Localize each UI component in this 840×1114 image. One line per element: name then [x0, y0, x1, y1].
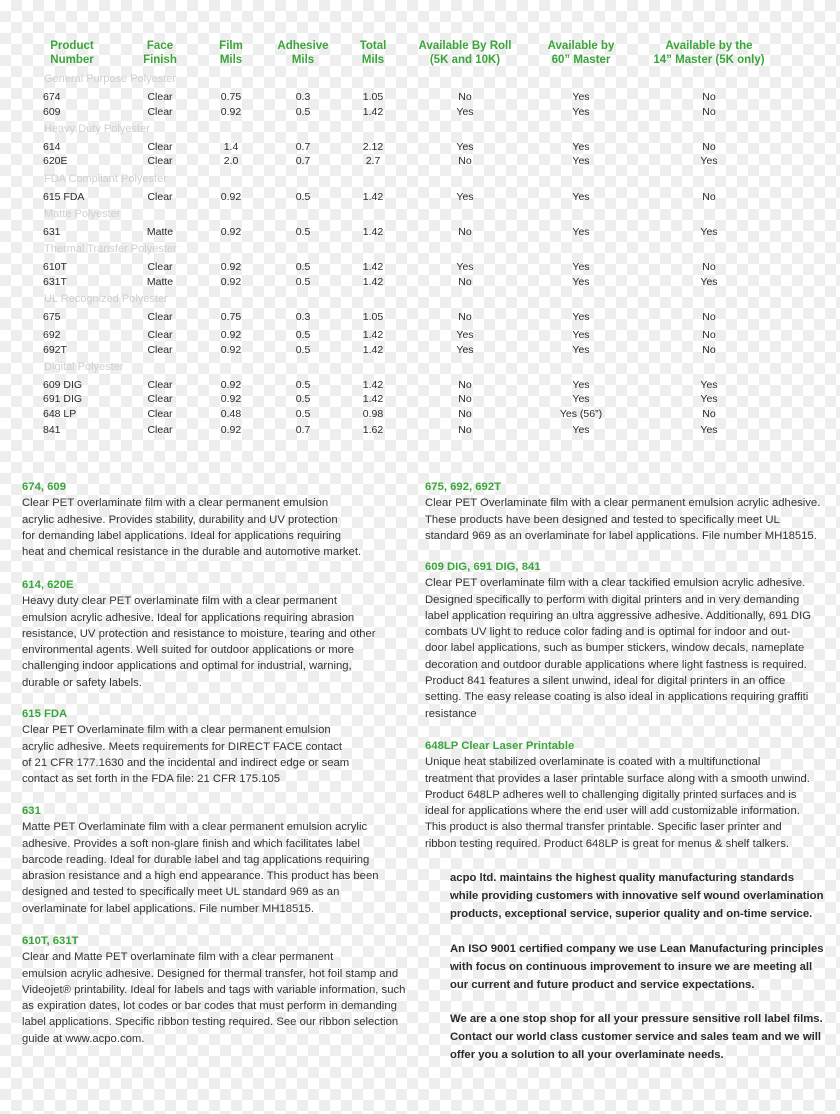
- col-header-film-line1: Film: [219, 40, 243, 52]
- cell-roll: No: [458, 276, 472, 288]
- col-header-face-line1: Face: [146, 40, 174, 52]
- cell-60-master: Yes: [572, 226, 590, 238]
- group-label: UL Recognized Polyester: [44, 293, 168, 305]
- description-line: resistance, UV protection and resistance to moisture, tearing and other: [22, 627, 376, 640]
- description-line: designed and tested to specifically meet UL standard 969 as an: [22, 886, 340, 899]
- description-line: Matte PET Overlaminate film with a clear permanent emulsion acrylic: [22, 821, 368, 834]
- cell-total: 1.42: [362, 329, 384, 341]
- cell-total: 2.7: [365, 155, 381, 167]
- col-header-adhesive-line2: Mils: [291, 54, 315, 66]
- table-row: [0, 328, 840, 342]
- description-title: 648LP Clear Laser Printable: [425, 740, 575, 752]
- table-row: [0, 343, 840, 357]
- table-row: [0, 225, 840, 239]
- table-row: [0, 378, 840, 392]
- col-header-14-master: [649, 39, 769, 67]
- group-label: FDA Compliant Polyester: [44, 173, 167, 185]
- col-header-product: [42, 39, 102, 67]
- cell-14-master: Yes: [700, 276, 718, 288]
- cell-adhesive: 0.5: [295, 344, 311, 356]
- cell-face: Clear: [147, 344, 173, 356]
- statement-line: our current and future product and service expectations.: [450, 979, 755, 991]
- description-title: 615 FDA: [22, 708, 68, 720]
- company-statement-iso: [450, 940, 824, 994]
- col-header-14-master-line2: 14” Master (5K only): [653, 54, 765, 66]
- col-header-adhesive-line1: Adhesive: [277, 40, 329, 52]
- cell-face: Clear: [147, 379, 173, 391]
- cell-total: 1.42: [362, 106, 384, 118]
- cell-film: 0.75: [220, 91, 242, 103]
- description-line: of 21 CFR 177.1630 and the incidental and indirect edge or seam: [22, 756, 350, 769]
- description-line: standard 969 as an overlaminate for label applications. File number MH18515.: [425, 529, 817, 542]
- description-line: setting. The easy release coating is also ideal in applications requiring graffiti: [425, 691, 809, 704]
- cell-14-master: No: [702, 344, 716, 356]
- cell-roll: Yes: [456, 106, 474, 118]
- description-line: treatment that provides a laser printable surface along with a smooth unwind.: [425, 772, 810, 785]
- description-line: abrasion resistance and a high end appearance. This product has been: [22, 870, 379, 883]
- cell-face: Clear: [147, 329, 173, 341]
- statement-line: Contact our world class customer service and sales team and we will: [450, 1031, 822, 1043]
- table-row: [0, 105, 840, 119]
- description-line: Clear PET overlaminate film with a clear tackified emulsion acrylic adhesive.: [425, 577, 806, 590]
- description-610t-631t: [22, 933, 405, 1047]
- cell-60-master: Yes: [572, 191, 590, 203]
- cell-total: 1.42: [362, 276, 384, 288]
- description-615-fda: [22, 706, 349, 787]
- cell-adhesive: 0.5: [295, 393, 311, 405]
- description-line: Unique heat stabilized overlaminate is coated with a multifunctional: [425, 756, 761, 769]
- description-631: [22, 803, 379, 917]
- cell-14-master: Yes: [700, 424, 718, 436]
- col-header-60-master: [531, 39, 631, 67]
- cell-14-master: Yes: [700, 379, 718, 391]
- cell-14-master: No: [702, 261, 716, 273]
- description-648lp: [425, 738, 810, 852]
- col-header-total-line2: Mils: [361, 54, 385, 66]
- cell-roll: No: [458, 408, 472, 420]
- cell-adhesive: 0.7: [295, 141, 311, 153]
- description-609dig-691dig-841: [425, 559, 811, 722]
- description-line: Clear PET Overlaminate film with a clear permanent emulsion: [22, 724, 331, 737]
- cell-face: Clear: [147, 191, 173, 203]
- cell-14-master: No: [702, 311, 716, 323]
- cell-adhesive: 0.5: [295, 226, 311, 238]
- cell-14-master: No: [702, 106, 716, 118]
- description-line: challenging indoor applications and optimal for industrial, warning,: [22, 660, 352, 673]
- cell-roll: No: [458, 424, 472, 436]
- description-line: acrylic adhesive. Meets requirements for DIRECT FACE contact: [22, 740, 342, 753]
- cell-roll: Yes: [456, 344, 474, 356]
- cell-14-master: No: [702, 91, 716, 103]
- statement-line: An ISO 9001 certified company we use Lean Manufacturing principles: [450, 943, 824, 955]
- col-header-roll-line1: Available By Roll: [418, 40, 512, 52]
- cell-product: 609: [43, 106, 61, 118]
- description-line: Designed specifically to perform with digital printers and in very demanding: [425, 593, 800, 606]
- cell-14-master: No: [702, 408, 716, 420]
- statement-line: We are a one stop shop for all your pressure sensitive roll label films.: [450, 1013, 823, 1025]
- cell-60-master: Yes (56”): [559, 408, 603, 420]
- cell-total: 1.62: [362, 424, 384, 436]
- col-header-roll: [410, 39, 520, 67]
- description-675-692-692t: [425, 479, 820, 544]
- cell-adhesive: 0.5: [295, 106, 311, 118]
- cell-product: 610T: [43, 261, 67, 273]
- description-title: 631: [22, 805, 41, 817]
- cell-product: 692: [43, 329, 61, 341]
- cell-roll: Yes: [456, 191, 474, 203]
- cell-total: 1.05: [362, 91, 384, 103]
- col-header-total: [343, 39, 403, 67]
- cell-60-master: Yes: [572, 344, 590, 356]
- table-row: [0, 310, 840, 324]
- cell-60-master: Yes: [572, 393, 590, 405]
- cell-film: 0.92: [220, 424, 242, 436]
- cell-film: 0.92: [220, 261, 242, 273]
- cell-face: Clear: [147, 91, 173, 103]
- statement-line: while providing customers with innovative self wound overlamination: [450, 890, 824, 902]
- cell-14-master: No: [702, 329, 716, 341]
- col-header-product-line1: Product: [50, 40, 94, 52]
- description-line: resistance: [425, 707, 477, 720]
- description-line: durable or safety labels.: [22, 676, 142, 689]
- cell-product: 615 FDA: [43, 191, 85, 203]
- cell-film: 0.75: [220, 311, 242, 323]
- description-line: These products have been designed and tested to specifically meet UL: [425, 513, 780, 526]
- description-line: emulsion acrylic adhesive. Designed for thermal transfer, hot foil stamp and: [22, 967, 399, 980]
- cell-adhesive: 0.5: [295, 379, 311, 391]
- cell-face: Clear: [147, 393, 173, 405]
- description-line: label applications. Specific ribbon testing required. See our ribbon selection: [22, 1016, 399, 1029]
- cell-face: Clear: [147, 424, 173, 436]
- description-line: Clear and Matte PET overlaminate film with a clear permanent: [22, 951, 334, 964]
- description-line: door label applications, such as bumper stickers, window decals, nameplate: [425, 642, 805, 655]
- col-header-face: [130, 39, 190, 67]
- description-title: 674, 609: [22, 481, 66, 493]
- cell-face: Clear: [147, 261, 173, 273]
- table-row: [0, 423, 840, 437]
- cell-face: Clear: [147, 311, 173, 323]
- group-label: Heavy Duty Polyester: [44, 123, 150, 135]
- cell-60-master: Yes: [572, 91, 590, 103]
- cell-14-master: Yes: [700, 393, 718, 405]
- cell-roll: No: [458, 393, 472, 405]
- col-header-face-line2: Finish: [143, 54, 177, 66]
- cell-face: Matte: [146, 226, 174, 238]
- cell-product: 691 DIG: [43, 393, 83, 405]
- description-line: Heavy duty clear PET overlaminate film with a clear permanent: [22, 595, 337, 608]
- cell-adhesive: 0.5: [295, 408, 311, 420]
- cell-60-master: Yes: [572, 141, 590, 153]
- cell-adhesive: 0.5: [295, 329, 311, 341]
- cell-film: 0.48: [220, 408, 242, 420]
- cell-total: 1.42: [362, 379, 384, 391]
- description-line: Clear PET overlaminate film with a clear permanent emulsion: [22, 497, 329, 510]
- cell-product: 675: [43, 311, 61, 323]
- description-title: 675, 692, 692T: [425, 481, 502, 493]
- cell-14-master: Yes: [700, 226, 718, 238]
- statement-line: products, exceptional service, superior quality and on-time service.: [450, 908, 813, 920]
- col-header-film: [201, 39, 261, 67]
- cell-adhesive: 0.7: [295, 155, 311, 167]
- cell-total: 1.42: [362, 261, 384, 273]
- company-statement-quality: [450, 869, 823, 923]
- cell-film: 2.0: [223, 155, 239, 167]
- description-line: for demanding label applications. Ideal for applications requiring: [22, 529, 342, 542]
- statement-line: with focus on continuous improvement to insure we are meeting all: [450, 961, 813, 973]
- description-line: heat and chemical resistance in the durable and automotive market.: [22, 546, 362, 559]
- description-line: contact as set forth in the FDA file: 21 CFR 175.105: [22, 773, 281, 786]
- cell-14-master: No: [702, 191, 716, 203]
- cell-total: 2.12: [362, 141, 384, 153]
- cell-product: 648 LP: [43, 408, 77, 420]
- group-label: General Purpose Polyester: [44, 73, 177, 85]
- col-header-roll-line2: (5K and 10K): [429, 54, 501, 66]
- cell-total: 1.05: [362, 311, 384, 323]
- table-row: [0, 407, 840, 421]
- col-header-product-line2: Number: [50, 54, 94, 66]
- description-line: label application requiring an ultra aggressive adhesive. Additionally, 691 DIG: [425, 609, 812, 622]
- cell-product: 631T: [43, 276, 67, 288]
- col-header-film-line2: Mils: [219, 54, 243, 66]
- table-row: [0, 154, 840, 168]
- description-line: decoration and outdoor durable applications where light fastness is required.: [425, 658, 807, 671]
- cell-adhesive: 0.3: [295, 311, 311, 323]
- description-line: as expiration dates, lot codes or bar codes that must perform in demanding: [22, 1000, 397, 1013]
- description-title: 609 DIG, 691 DIG, 841: [425, 561, 541, 573]
- cell-product: 614: [43, 141, 61, 153]
- cell-adhesive: 0.3: [295, 91, 311, 103]
- group-label: Thermal Transfer Polyester: [44, 243, 177, 255]
- cell-roll: Yes: [456, 141, 474, 153]
- cell-product: 692T: [43, 344, 67, 356]
- description-674-609: [22, 479, 361, 560]
- description-line: Clear PET Overlaminate film with a clear permanent emulsion acrylic adhesive.: [425, 497, 821, 510]
- description-line: ideal for applications where the end user will add customizable information.: [425, 805, 800, 818]
- group-label: Matte Polyester: [44, 208, 121, 220]
- description-line: ribbon testing required. Product 648LP is great for menus & shelf talkers.: [425, 837, 789, 850]
- company-statement-contact: [450, 1010, 823, 1064]
- cell-roll: No: [458, 155, 472, 167]
- col-header-60-master-line1: Available by: [547, 40, 615, 52]
- cell-face: Clear: [147, 106, 173, 118]
- cell-film: 0.92: [220, 329, 242, 341]
- cell-roll: No: [458, 226, 472, 238]
- description-line: adhesive. Provides a soft non-glare finish and which facilitates label: [22, 837, 360, 850]
- col-header-total-line1: Total: [359, 40, 387, 52]
- group-label: Digital Polyester: [44, 361, 124, 373]
- cell-14-master: No: [702, 141, 716, 153]
- cell-product: 674: [43, 91, 61, 103]
- cell-total: 1.42: [362, 393, 384, 405]
- description-line: guide at www.acpo.com.: [22, 1032, 145, 1045]
- description-line: barcode reading. Ideal for durable label and tag applications requiring: [22, 853, 370, 866]
- cell-60-master: Yes: [572, 329, 590, 341]
- cell-film: 1.4: [223, 141, 239, 153]
- cell-face: Clear: [147, 141, 173, 153]
- description-line: combats UV light to reduce color fading and is optimal for indoor and out-: [425, 626, 791, 639]
- cell-14-master: Yes: [700, 155, 718, 167]
- cell-film: 0.92: [220, 276, 242, 288]
- cell-adhesive: 0.7: [295, 424, 311, 436]
- cell-adhesive: 0.5: [295, 261, 311, 273]
- table-row: [0, 140, 840, 154]
- cell-60-master: Yes: [572, 155, 590, 167]
- cell-total: 1.42: [362, 344, 384, 356]
- cell-roll: Yes: [456, 261, 474, 273]
- description-line: environmental agents. Well suited for outdoor applications or more: [22, 644, 354, 657]
- statement-line: acpo ltd. maintains the highest quality manufacturing standards: [450, 872, 794, 884]
- cell-60-master: Yes: [572, 311, 590, 323]
- cell-roll: No: [458, 379, 472, 391]
- cell-roll: No: [458, 91, 472, 103]
- statement-line: offer you a solution to all your overlaminate needs.: [450, 1049, 724, 1061]
- table-row: [0, 260, 840, 274]
- cell-product: 841: [43, 424, 61, 436]
- col-header-60-master-line2: 60” Master: [551, 54, 611, 66]
- description-title: 610T, 631T: [22, 935, 79, 947]
- cell-roll: Yes: [456, 329, 474, 341]
- cell-film: 0.92: [220, 379, 242, 391]
- table-row: [0, 190, 840, 204]
- cell-adhesive: 0.5: [295, 276, 311, 288]
- description-line: emulsion acrylic adhesive. Ideal for applications requiring abrasion: [22, 611, 355, 624]
- cell-total: 1.42: [362, 226, 384, 238]
- cell-product: 620E: [43, 155, 68, 167]
- cell-product: 609 DIG: [43, 379, 83, 391]
- cell-60-master: Yes: [572, 261, 590, 273]
- cell-product: 631: [43, 226, 61, 238]
- description-line: Product 841 features a silent unwind, ideal for digital printers in an office: [425, 675, 786, 688]
- cell-roll: No: [458, 311, 472, 323]
- description-line: overlaminate for label applications. File number MH18515.: [22, 902, 314, 915]
- cell-film: 0.92: [220, 191, 242, 203]
- description-title: 614, 620E: [22, 579, 74, 591]
- col-header-14-master-line1: Available by the: [665, 40, 753, 52]
- cell-face: Matte: [146, 276, 174, 288]
- cell-total: 0.98: [362, 408, 384, 420]
- cell-film: 0.92: [220, 226, 242, 238]
- table-row: [0, 275, 840, 289]
- cell-60-master: Yes: [572, 106, 590, 118]
- cell-film: 0.92: [220, 393, 242, 405]
- cell-film: 0.92: [220, 344, 242, 356]
- description-line: acrylic adhesive. Provides stability, durability and UV protection: [22, 513, 338, 526]
- cell-total: 1.42: [362, 191, 384, 203]
- cell-60-master: Yes: [572, 424, 590, 436]
- cell-60-master: Yes: [572, 276, 590, 288]
- cell-face: Clear: [147, 155, 173, 167]
- col-header-adhesive: [268, 39, 338, 67]
- description-line: This product is also thermal transfer printable. Specific laser printer and: [425, 821, 782, 834]
- description-614-620e: [22, 577, 376, 691]
- description-line: Product 648LP adheres well to challenging digitally printed surfaces and is: [425, 788, 797, 801]
- table-row: [0, 392, 840, 406]
- cell-film: 0.92: [220, 106, 242, 118]
- description-line: Videojet® printability. Ideal for labels and tags with variable information, such: [22, 983, 406, 996]
- cell-adhesive: 0.5: [295, 191, 311, 203]
- table-row: [0, 90, 840, 104]
- cell-face: Clear: [147, 408, 173, 420]
- cell-60-master: Yes: [572, 379, 590, 391]
